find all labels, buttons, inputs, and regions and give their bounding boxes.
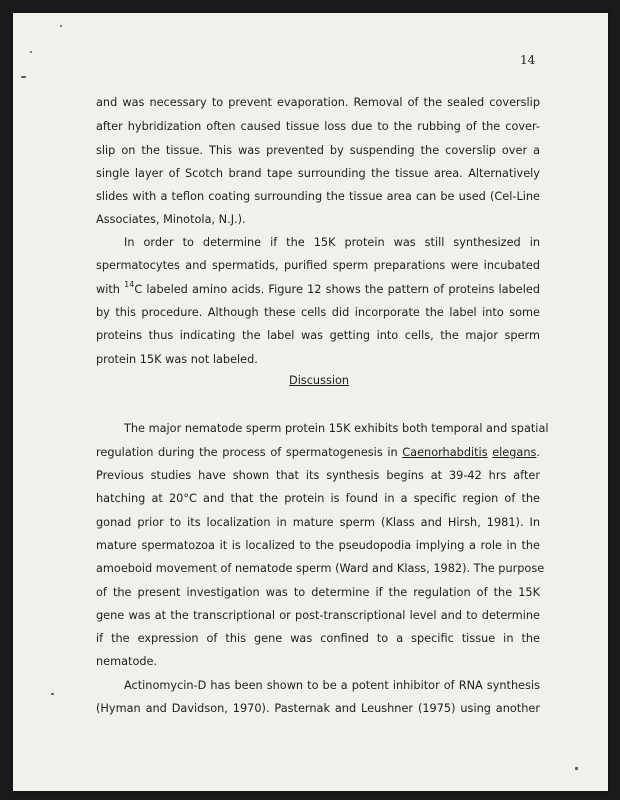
species-name: elegans [492, 446, 537, 459]
page-number: 14 [520, 53, 536, 67]
paragraph-line: if the expression of this gene was confined to a specific tissue in the [96, 632, 540, 645]
text-segment: regulation during the process of spermatogenesis in [96, 446, 403, 459]
paragraph-line: Actinomycin-D has been shown to be a potent inhibitor of RNA synthesis [124, 679, 540, 692]
paragraph-line: gonad prior to its localization in mature sperm (Klass and Hirsh, 1981). In [96, 516, 540, 529]
paragraph-line: after hybridization often caused tissue loss due to the rubbing of the cover- [96, 120, 540, 133]
paragraph-line: of the present investigation was to determine if the regulation of the 15K [96, 586, 540, 599]
paragraph-line: by this procedure. Although these cells did incorporate the label into some [96, 306, 540, 319]
paragraph-line: mature spermatozoa it is localized to the pseudopodia implying a role in the [96, 539, 540, 552]
paragraph-line: Associates, Minotola, N.J.). [96, 213, 246, 226]
section-heading: Discussion [289, 374, 350, 387]
text-segment: with [96, 283, 125, 296]
paragraph-line: protein 15K was not labeled. [96, 353, 258, 366]
paragraph-line: proteins thus indicating the label was getting into cells, the major sperm [96, 329, 540, 342]
genus-name: Caenorhabditis [402, 446, 488, 459]
scan-speck [575, 767, 578, 770]
paragraph-line: single layer of Scotch brand tape surrounding the tissue area. Alternatively [96, 167, 540, 180]
scan-speck [30, 51, 32, 53]
text-segment: . [536, 446, 540, 459]
scan-speck [51, 693, 54, 695]
paragraph-line: and was necessary to prevent evaporation. Removal of the sealed coverslip [96, 96, 540, 109]
paragraph-line: nematode. [96, 655, 158, 668]
paragraph-line: amoeboid movement of nematode sperm (Ward and Klass, 1982). The purpose [96, 562, 545, 575]
scan-speck [21, 76, 26, 78]
paragraph-line: slip on the tissue. This was prevented by suspending the coverslip over a [96, 144, 540, 157]
paragraph-line: gene was at the transcriptional or post-transcriptional level and to determine [96, 609, 540, 622]
scan-speck [60, 25, 62, 27]
paragraph-line [96, 446, 540, 460]
isotope-superscript: 14 [124, 280, 135, 289]
paragraph-line: In order to determine if the 15K protein was still synthesized in [124, 236, 540, 249]
paragraph-line: slides with a teflon coating surrounding the tissue area can be used (Cel-Line [96, 190, 540, 203]
paragraph-line: Previous studies have shown that its synthesis begins at 39-42 hrs after [96, 469, 540, 482]
text-segment: C labeled amino acids. Figure 12 shows the pattern of proteins labeled [134, 283, 540, 296]
paragraph-line: The major nematode sperm protein 15K exhibits both temporal and spatial [124, 422, 549, 435]
paragraph-line [96, 280, 540, 297]
paragraph-line: hatching at 20°C and that the protein is found in a specific region of the [96, 492, 540, 505]
paragraph-line: (Hyman and Davidson, 1970). Pasternak and Leushner (1975) using another [96, 702, 540, 715]
paragraph-line: spermatocytes and spermatids, purified sperm preparations were incubated [96, 259, 540, 272]
